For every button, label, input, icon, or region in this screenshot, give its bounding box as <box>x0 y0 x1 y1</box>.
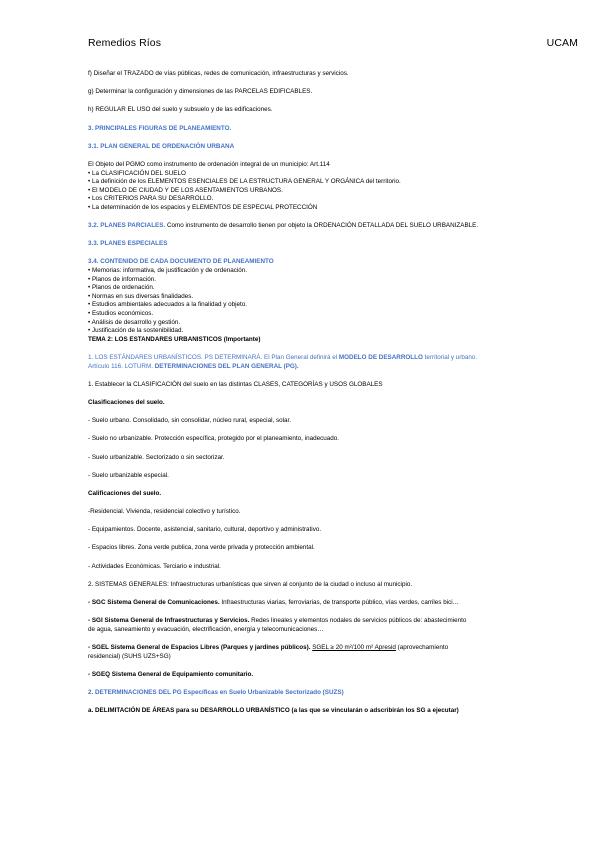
sistemas-generales-intro: 2. SISTEMAS GENERALES: Infraestructuras urbanísticas que sirven al conjunto de la ciudad o incluso al municipio. <box>88 580 413 588</box>
item-f: f) Diseñar el TRAZADO de vías públicas, redes de comunicación, infraestructuras y servicios. <box>88 70 349 77</box>
delimitacion-line: a. DELIMITACIÓN DE ÁREAS para su DESARROLLO URBANÍSTICO (a las que se vincularán o adscribirán los SG a ejecutar) <box>88 707 459 715</box>
section-3-2-heading: 3.2. PLANES PARCIALES. <box>88 222 166 230</box>
section-3-2-text: Como instrumento de desarrollo tienen por objeto la ORDENACIÓN DETALLADA DEL SUELO URBANIZABLE. <box>165 222 479 230</box>
section-3-3-heading: 3.3. PLANES ESPECIALES <box>88 240 168 248</box>
section-3-2 <box>88 222 528 231</box>
pgmo-item: • La determinación de los espacios y ELEMENTOS DE ESPECIAL PROTECCIÓN <box>88 203 318 211</box>
pgmo-item: • La definición de los ELEMENTOS ESENCIALES DE LA ESTRUCTURA GENERAL Y ORGÁNICA del territorio. <box>88 178 401 186</box>
contenido-item: • Análisis de desarrollo y gestión. <box>88 318 181 326</box>
estandares-line-2 <box>88 363 528 372</box>
institution-name: UCAM <box>546 37 578 49</box>
sgi-line-2: de agua, saneamiento y evacuación, electrificación, energía y telecomunicaciones… <box>88 625 324 633</box>
pgmo-intro: El Objeto del PGMO como instrumento de ordenación integral de un municipio: Art.114 <box>88 160 330 168</box>
sgi-line <box>88 617 528 626</box>
contenido-item: • Estudios económicos. <box>88 310 154 318</box>
sgc-text: Infraestructuras viarias, ferroviarias, de transporte público, vías verdes, carriles bici… <box>219 599 459 607</box>
document-body <box>88 70 528 716</box>
sgeq-line: - SGEQ Sistema General de Equipamiento comunitario. <box>88 670 254 678</box>
sgel-formula: SGEL ≥ 20 m²/100 m² Apresid <box>312 644 396 651</box>
estandares-line-1 <box>88 354 528 363</box>
contenido-item: • Normas en sus diversas finalidades. <box>88 292 194 300</box>
clasificacion-line: 1. Establecer la CLASIFICACIÓN del suelo en las distintas CLASES, CATEGORÍAS y USOS GLOBALES <box>88 380 383 388</box>
contenido-item: • Justificación de la sostenibilidad. <box>88 327 184 335</box>
articulo-text: Artículo 116. LOTURM. <box>88 362 155 370</box>
estandares-text: 1. LOS ESTÁNDARES URBANÍSTICOS. PS DETERMINARÁ. El Plan General definirá el <box>88 354 339 361</box>
contenido-item: • Planos de información. <box>88 275 157 283</box>
sgi-text: Redes lineales y elementos nodales de servicios públicos de: abastecimiento <box>249 617 467 625</box>
clasificacion-item: - Suelo no urbanizable. Protección específica, protegido por el planeamiento, inadecuado. <box>88 435 339 443</box>
clasificacion-item: - Suelo urbanizable especial. <box>88 471 169 479</box>
clasificacion-item: - Suelo urbano. Consolidado, sin consolidar, núcleo rural, especial, solar. <box>88 417 292 425</box>
calificacion-item: - Actividades Económicas. Terciario e industrial. <box>88 562 221 570</box>
pgmo-item: • Los CRITERIOS PARA SU DESARROLLO. <box>88 195 214 203</box>
item-h: h) REGULAR EL USO del suelo y subsuelo y de las edificaciones. <box>88 106 273 114</box>
tema-2-heading: TEMA 2: LOS ESTANDARES URBANISTICOS (Importante) <box>88 335 261 343</box>
clasificacion-item: - Suelo urbanizable. Sectorizado o sin sectorizar. <box>88 453 225 461</box>
sgel-line <box>88 644 528 653</box>
pgmo-item: • El MODELO DE CIUDAD Y DE LOS ASENTAMIENTOS URBANOS. <box>88 186 283 194</box>
contenido-item: • Estudios ambientales adecuados a la finalidad y objeto. <box>88 301 248 309</box>
section-3-heading: 3. PRINCIPALES FIGURAS DE PLANEAMIENTO. <box>88 124 232 132</box>
page-header <box>88 37 578 49</box>
item-g: g) Determinar la configuración y dimensiones de las PARCELAS EDIFICABLES. <box>88 88 313 96</box>
estandares-bold: MODELO DE DESARROLLO <box>338 354 423 361</box>
clasificaciones-heading: Clasificaciones del suelo. <box>88 398 165 406</box>
sgel-line-2: residencial) (SUHS UZS+SG) <box>88 652 171 660</box>
sgel-label: - SGEL Sistema General de Espacios Libres (Parques y jardines públicos). <box>88 644 311 651</box>
sgc-label: - SGC Sistema General de Comunicaciones. <box>88 599 220 607</box>
section-3-4-heading: 3.4. CONTENIDO DE CADA DOCUMENTO DE PLANEAMIENTO <box>88 258 274 266</box>
sgel-text: (aprovechamiento <box>395 644 449 651</box>
calificacion-item: - Equipamientos. Docente, asistencial, sanitario, cultural, deportivo y administrativo. <box>88 526 322 534</box>
calificacion-item: -Residencial. Vivienda, residencial colectivo y turístico. <box>88 508 241 516</box>
pgmo-item: • La CLASIFICACIÓN DEL SUELO <box>88 169 186 177</box>
sgi-label: - SGI Sistema General de Infraestructuras y Servicios. <box>88 617 250 625</box>
sgc-line <box>88 599 528 608</box>
determinaciones-heading: 2. DETERMINACIONES DEL PG Específicas en Suelo Urbanizable Sectorizado (SUZS) <box>88 688 344 696</box>
articulo-bold: DETERMINACIONES DEL PLAN GENERAL (PG). <box>154 362 299 370</box>
estandares-text-end: territorial y urbano. <box>422 354 478 361</box>
section-3-1-heading: 3.1. PLAN GENERAL DE ORDENACIÓN URBANA <box>88 142 235 150</box>
contenido-item: • Planos de ordenación. <box>88 284 155 292</box>
calificaciones-heading: Calificaciones del suelo. <box>88 489 162 497</box>
author-name: Remedios Ríos <box>88 37 162 49</box>
contenido-item: • Memorias: informativa, de justificación y de ordenación. <box>88 267 247 275</box>
calificacion-item: - Espacios libres. Zona verde publica, zona verde privada y protección ambiental. <box>88 544 315 552</box>
